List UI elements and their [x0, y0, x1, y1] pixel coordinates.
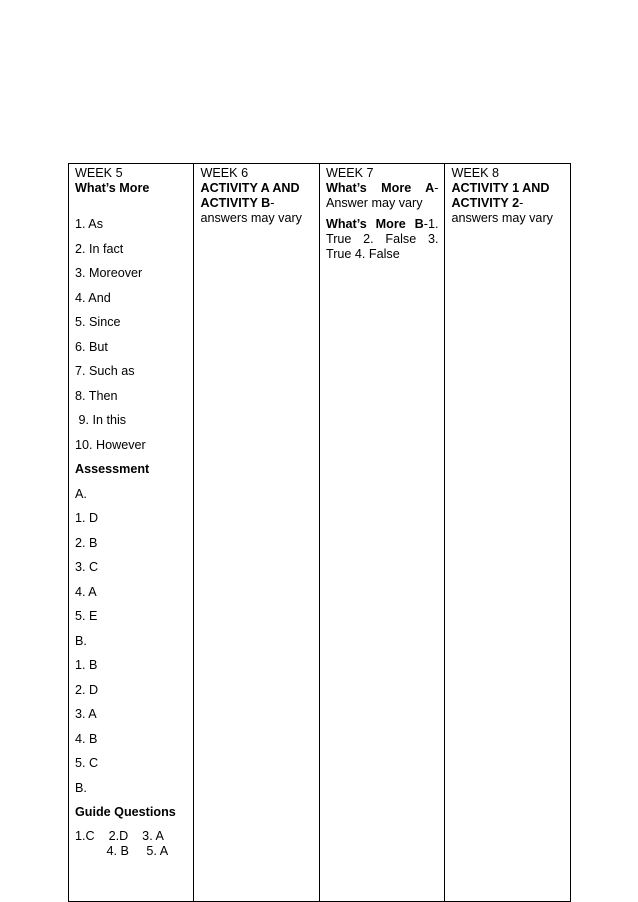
- list-item: 2. D: [75, 682, 99, 697]
- week7-note-a: Answer may vary: [325, 196, 423, 210]
- week7-answers-b-line-3: True 4. False: [325, 247, 400, 261]
- week8-cell: [445, 164, 571, 902]
- list-item: 6. But: [75, 339, 108, 354]
- week6-cell: [194, 164, 319, 902]
- table-row: [69, 164, 571, 902]
- week6-dash: -: [270, 196, 275, 210]
- list-item: 9. In this: [75, 413, 127, 427]
- week5-heading: What’s More: [75, 181, 150, 195]
- week7-heading-b: What’s More B: [325, 217, 424, 231]
- list-item: 2. B: [75, 535, 98, 550]
- week5-title: WEEK 5: [75, 166, 123, 180]
- list-item: B.: [75, 633, 87, 648]
- list-item: B.: [75, 780, 87, 795]
- list-item: 3. C: [75, 560, 99, 574]
- week8-dash: -: [519, 196, 524, 210]
- list-item: 4. A: [75, 584, 97, 599]
- list-item: 10. However: [75, 437, 146, 452]
- week7-cell: [319, 164, 444, 902]
- list-item: 5. Since: [75, 315, 121, 329]
- week5-cell: [69, 164, 194, 902]
- list-item: 1. As: [75, 217, 104, 231]
- list-item: 1. B: [75, 658, 98, 672]
- week6-note: answers may vary: [200, 211, 302, 225]
- week8-heading-line-2: ACTIVITY 2: [451, 196, 520, 210]
- list-item: A.: [75, 486, 87, 501]
- week7-dash-a: -: [434, 181, 439, 195]
- list-item: 4. And: [75, 290, 111, 305]
- list-item: 8. Then: [75, 388, 118, 403]
- week6-heading-line-1: ACTIVITY A AND: [200, 181, 300, 195]
- list-item: 4. B: [75, 731, 98, 746]
- guide-answers-line-2: 4. B 5. A: [75, 844, 169, 858]
- list-item: 5. E: [75, 609, 98, 623]
- week6-title: WEEK 6: [200, 166, 249, 180]
- week8-heading-line-1: ACTIVITY 1 AND: [451, 181, 550, 195]
- week7-answers-b-line-1: -1.: [423, 217, 439, 231]
- list-item: 5. C: [75, 756, 99, 770]
- list-item: 2. In fact: [75, 241, 124, 256]
- week6-heading-line-2: ACTIVITY B: [200, 196, 271, 210]
- week8-title: WEEK 8: [451, 166, 500, 180]
- list-item: 3. A: [75, 707, 97, 721]
- list-item: 3. Moreover: [75, 266, 143, 280]
- list-item: 7. Such as: [75, 364, 135, 378]
- answer-key-table: [68, 163, 571, 902]
- week7-heading-a: What’s More A: [325, 181, 435, 195]
- week5-answer-list: [75, 217, 187, 859]
- guide-answers-line-1: 1.C 2.D 3. A: [75, 829, 164, 843]
- week8-note: answers may vary: [451, 211, 553, 225]
- week7-title: WEEK 7: [325, 166, 374, 180]
- guide-questions-heading: Guide Questions: [75, 805, 176, 819]
- assessment-heading: Assessment: [75, 462, 150, 476]
- week7-answers-b-line-2: True 2. False 3.: [325, 232, 439, 246]
- list-item: 1. D: [75, 511, 99, 525]
